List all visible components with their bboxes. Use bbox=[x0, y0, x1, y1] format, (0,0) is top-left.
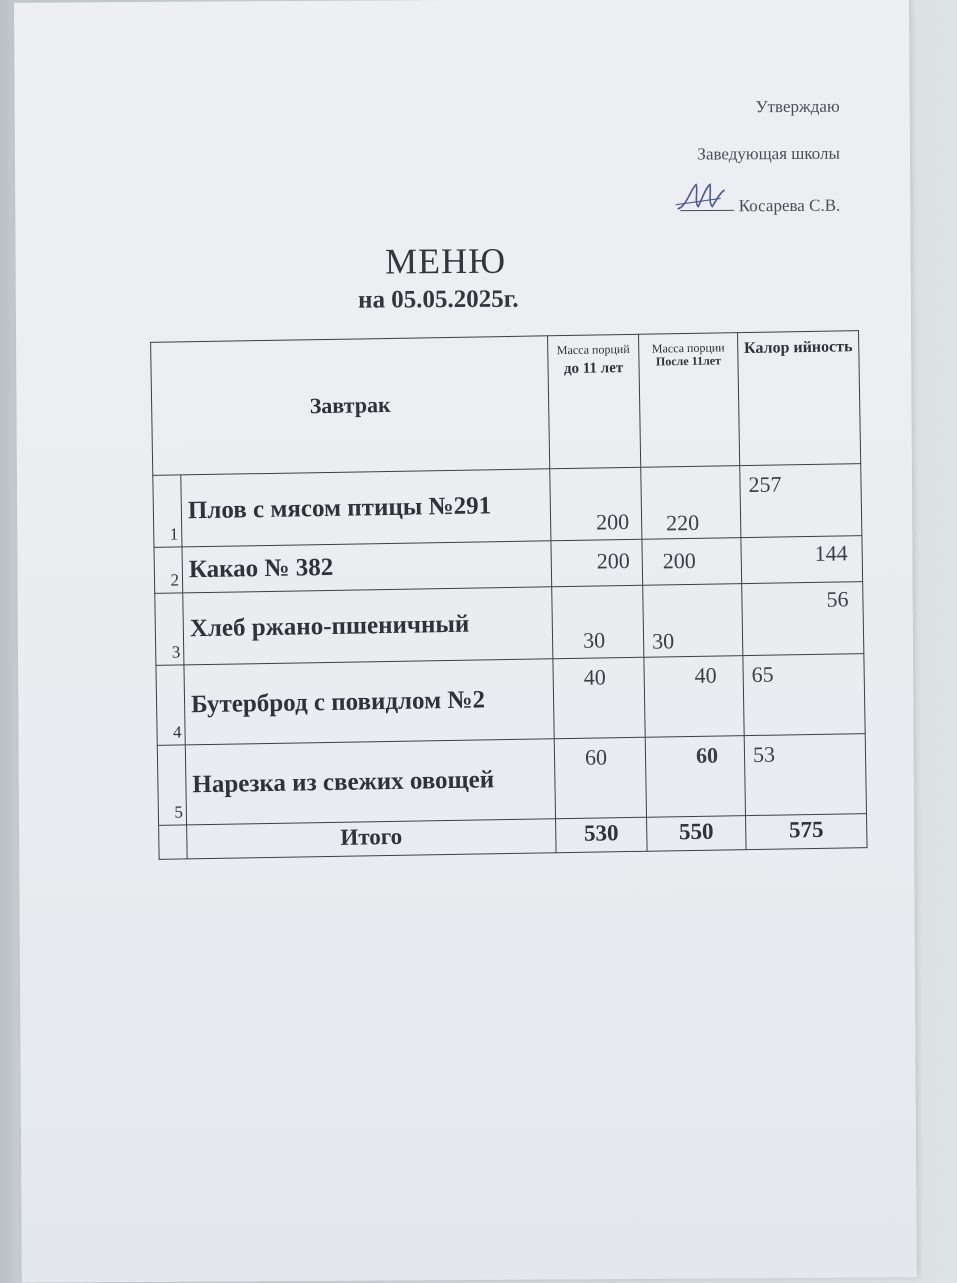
menu-date: на 05.05.2025г. bbox=[358, 285, 519, 314]
calories: 56 bbox=[742, 582, 864, 656]
total-calories: 575 bbox=[746, 814, 868, 850]
header-breakfast: Завтрак bbox=[151, 336, 550, 476]
row-number: 5 bbox=[157, 745, 186, 825]
row-number: 1 bbox=[153, 475, 182, 547]
mass-over-11: 200 bbox=[642, 538, 742, 586]
header-mass-under-11-small: Масса порций bbox=[556, 341, 630, 358]
dish-name: Нарезка из свежих овощей bbox=[185, 739, 555, 825]
header-mass-over-11-small: Масса порции bbox=[651, 340, 725, 356]
calories: 257 bbox=[740, 464, 862, 538]
page-title: МЕНЮ bbox=[384, 240, 507, 282]
row-number: 3 bbox=[155, 593, 184, 665]
row-number: 4 bbox=[156, 665, 185, 745]
mass-over-11: 60 bbox=[645, 736, 745, 818]
row-number: 2 bbox=[154, 547, 183, 593]
dish-name: Хлеб ржано-пшеничный bbox=[183, 587, 553, 665]
mass-under-11: 200 bbox=[550, 467, 642, 540]
table-row bbox=[156, 654, 865, 746]
mass-under-11: 40 bbox=[553, 657, 645, 738]
calories: 65 bbox=[743, 654, 865, 736]
mass-over-11: 220 bbox=[641, 466, 741, 540]
dish-name: Бутерброд с повидлом №2 bbox=[184, 659, 554, 745]
table-row bbox=[153, 464, 862, 548]
table-header-row bbox=[151, 331, 861, 476]
header-mass-over-11-big: После 11лет bbox=[655, 353, 722, 369]
total-number-cell bbox=[159, 825, 188, 859]
header-mass-over-11 bbox=[639, 333, 740, 468]
table-row bbox=[157, 734, 866, 826]
approval-position: Заведующая школы bbox=[697, 143, 841, 164]
total-mass-under-11: 530 bbox=[556, 817, 648, 853]
signature-icon bbox=[675, 180, 737, 214]
mass-over-11: 30 bbox=[643, 584, 743, 658]
dish-name: Какао № 382 bbox=[182, 541, 552, 593]
mass-under-11: 30 bbox=[552, 585, 644, 658]
menu-table bbox=[150, 330, 867, 860]
calories: 144 bbox=[741, 536, 863, 584]
header-mass-under-11 bbox=[548, 334, 641, 468]
approval-heading: Утверждаю bbox=[755, 96, 840, 117]
approval-name: Косарева С.В. bbox=[738, 195, 841, 216]
mass-under-11: 60 bbox=[554, 737, 646, 818]
total-label: Итого bbox=[187, 819, 557, 859]
paper-sheet bbox=[14, 0, 917, 1283]
signature-row bbox=[675, 180, 841, 215]
calories: 53 bbox=[744, 734, 866, 816]
approval-block bbox=[674, 98, 840, 215]
mass-over-11: 40 bbox=[644, 656, 744, 738]
header-mass-under-11-big: до 11 лет bbox=[563, 360, 624, 378]
mass-under-11: 200 bbox=[551, 539, 643, 587]
dish-name: Плов с мясом птицы №291 bbox=[181, 469, 551, 547]
header-calories: Калор ийность bbox=[738, 331, 861, 466]
table-row bbox=[155, 582, 864, 666]
total-mass-over-11: 550 bbox=[647, 816, 747, 852]
